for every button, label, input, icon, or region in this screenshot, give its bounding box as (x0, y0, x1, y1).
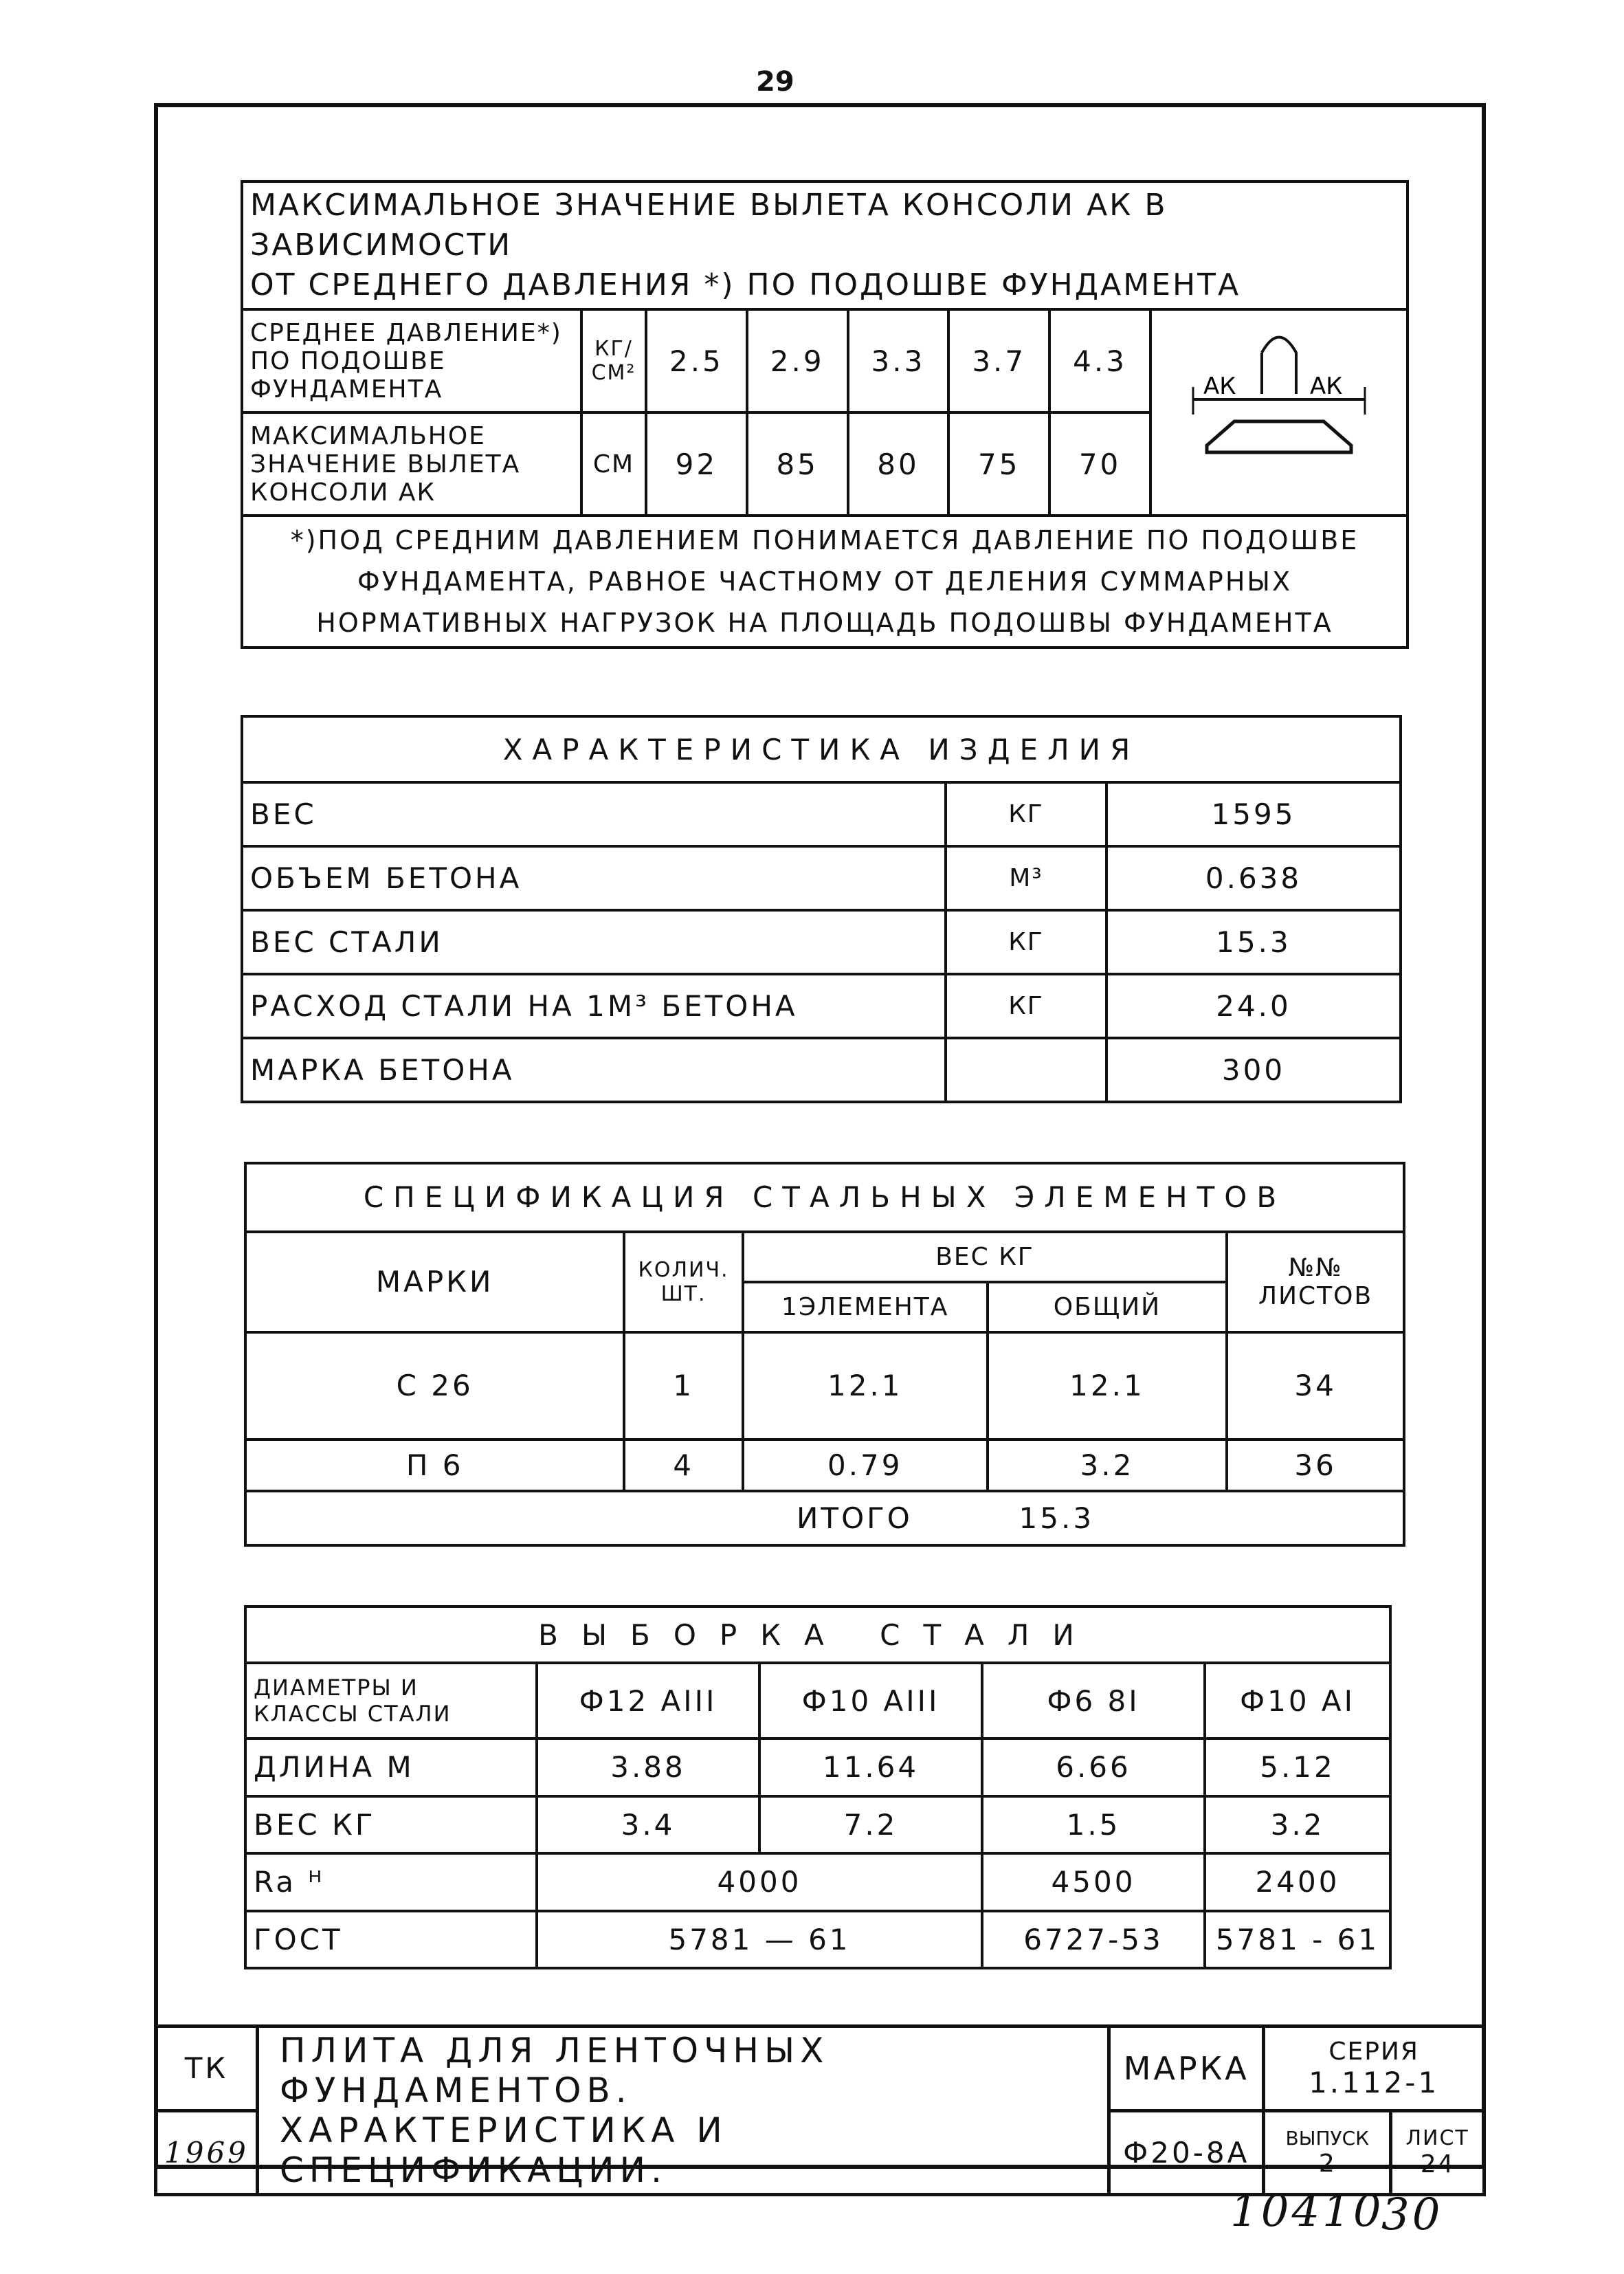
title-line2: ХАРАКТЕРИСТИКА И СПЕЦИФИКАЦИИ. (279, 2110, 728, 2190)
max-overhang-unit: СМ (581, 412, 646, 516)
product-row-unit: КГ (946, 782, 1106, 846)
spec-total-row (245, 1491, 1404, 1545)
spec-total-label: ИТОГО (797, 1501, 913, 1535)
steel-gost: 6727-53 (982, 1911, 1205, 1969)
steel-weight: 1.5 (982, 1796, 1205, 1854)
archive-page: 30 (1381, 2189, 1443, 2240)
drawing-title (257, 2027, 1109, 2195)
avg-pressure-label: СРЕДНЕЕ ДАВЛЕНИЕ*) ПО ПОДОШВЕ ФУНДАМЕНТА (242, 309, 581, 412)
steel-length-label: ДЛИНА М (245, 1738, 537, 1796)
avg-pressure-value: 4.3 (1049, 309, 1150, 412)
sheet-label: ЛИСТ (1405, 2126, 1469, 2151)
title-block (154, 2024, 1486, 2196)
spec-col-weight: ВЕС КГ (743, 1232, 1227, 1282)
console-table (241, 180, 1409, 649)
steel-diam: Ф12 АIII (537, 1663, 759, 1738)
product-row-value: 15.3 (1106, 910, 1401, 974)
steel-gost: 5781 — 61 (537, 1911, 982, 1969)
spec-row-qty: 1 (624, 1332, 742, 1439)
spec-row-qty: 4 (624, 1439, 742, 1491)
issue-value: 2 (1318, 2150, 1336, 2178)
mark-value: Ф20-8А (1109, 2110, 1264, 2195)
product-row-value: 24.0 (1106, 974, 1401, 1038)
spec-row-sheet: 34 (1227, 1332, 1404, 1439)
steel-table (244, 1605, 1392, 1969)
product-row-unit: М³ (946, 846, 1106, 910)
steel-length: 3.88 (537, 1738, 759, 1796)
sketch-label-right: АК (1310, 373, 1343, 400)
avg-pressure-unit: КГ/СМ² (581, 309, 646, 412)
steel-table-title: ВЫБОРКА СТАЛИ (245, 1607, 1390, 1663)
console-sketch (1150, 309, 1408, 516)
console-header-line1: МАКСИМАЛЬНОЕ ЗНАЧЕНИЕ ВЫЛЕТА КОНСОЛИ АК В ЗАВИСИМОСТИ (250, 188, 1168, 263)
title-line1: ПЛИТА ДЛЯ ЛЕНТОЧНЫХ ФУНДАМЕНТОВ. (279, 2031, 830, 2110)
issue-cell (1264, 2110, 1391, 2195)
archive-number: 10410 (1230, 2186, 1384, 2237)
steel-diam-label: ДИАМЕТРЫ И КЛАССЫ СТАЛИ (245, 1663, 537, 1738)
series-cell (1264, 2027, 1484, 2111)
product-row-unit (946, 1038, 1106, 1102)
product-row-name: ВЕС (242, 782, 946, 846)
max-overhang-value: 80 (848, 412, 949, 516)
steel-length: 11.64 (759, 1738, 982, 1796)
max-overhang-value: 85 (747, 412, 848, 516)
steel-diam: Ф6 8I (982, 1663, 1205, 1738)
product-row-unit: КГ (946, 974, 1106, 1038)
steel-gost-label: ГОСТ (245, 1911, 537, 1969)
max-overhang-label: МАКСИМАЛЬНОЕ ЗНАЧЕНИЕ ВЫЛЕТА КОНСОЛИ АК (242, 412, 581, 516)
steel-length: 5.12 (1205, 1738, 1390, 1796)
steel-weight: 3.2 (1205, 1796, 1390, 1854)
steel-weight-label: ВЕС КГ (245, 1796, 537, 1854)
product-table (241, 715, 1402, 1103)
spec-col-weight-total: ОБЩИЙ (988, 1282, 1227, 1332)
spec-row-one: 0.79 (743, 1439, 988, 1491)
issue-label: ВЫПУСК (1285, 2127, 1369, 2150)
steel-weight: 3.4 (537, 1796, 759, 1854)
product-row-name: РАСХОД СТАЛИ НА 1М³ БЕТОНА (242, 974, 946, 1038)
steel-ra: 2400 (1205, 1853, 1390, 1911)
steel-ra: 4000 (537, 1853, 982, 1911)
spec-row-mark: С 26 (245, 1332, 624, 1439)
console-footnote: *)ПОД СРЕДНИМ ДАВЛЕНИЕМ ПОНИМАЕТСЯ ДАВЛЕНИЕ ПО ПОДОШВЕ ФУНДАМЕНТА, РАВНОЕ ЧАСТНОМУ ОТ ДЕЛЕНИЯ СУММАРНЫХ НОРМАТИВНЫХ НАГРУЗОК НА ПЛОЩАДЬ ПОДОШВЫ ФУНДАМЕНТА (242, 516, 1408, 648)
max-overhang-value: 92 (646, 412, 747, 516)
product-row-value: 300 (1106, 1038, 1401, 1102)
series-label: СЕРИЯ (1328, 2037, 1419, 2066)
spec-row-one: 12.1 (743, 1332, 988, 1439)
sketch-label-left: АК (1203, 373, 1236, 400)
spec-row-total: 3.2 (988, 1439, 1227, 1491)
org-code: ТК (156, 2027, 258, 2111)
steel-diam: Ф10 АI (1205, 1663, 1390, 1738)
page-number: 29 (756, 66, 794, 98)
spec-col-weight-one: 1ЭЛЕМЕНТА (743, 1282, 988, 1332)
spec-row-sheet: 36 (1227, 1439, 1404, 1491)
steel-ra-label: Ra ᴴ (245, 1853, 537, 1911)
steel-gost: 5781 - 61 (1205, 1911, 1390, 1969)
product-row-value: 1595 (1106, 782, 1401, 846)
series-value: 1.112-1 (1309, 2065, 1440, 2099)
spec-row-mark: П 6 (245, 1439, 624, 1491)
year: 1969 (156, 2110, 258, 2195)
steel-length: 6.66 (982, 1738, 1205, 1796)
avg-pressure-value: 2.5 (646, 309, 747, 412)
product-row-name: ОБЪЕМ БЕТОНА (242, 846, 946, 910)
spec-row-total: 12.1 (988, 1332, 1227, 1439)
steel-ra: 4500 (982, 1853, 1205, 1911)
product-row-value: 0.638 (1106, 846, 1401, 910)
product-row-name: ВЕС СТАЛИ (242, 910, 946, 974)
foundation-sketch-icon (1152, 311, 1406, 511)
console-header-line2: ОТ СРЕДНЕГО ДАВЛЕНИЯ *) ПО ПОДОШВЕ ФУНДАМЕНТА (250, 267, 1241, 302)
sheet-value: 24 (1420, 2150, 1455, 2179)
avg-pressure-value: 3.3 (848, 309, 949, 412)
mark-label: МАРКА (1109, 2027, 1264, 2111)
max-overhang-value: 70 (1049, 412, 1150, 516)
product-table-title: ХАРАКТЕРИСТИКА ИЗДЕЛИЯ (242, 716, 1401, 782)
max-overhang-value: 75 (948, 412, 1049, 516)
console-table-header (242, 181, 1408, 309)
steel-diam: Ф10 АIII (759, 1663, 982, 1738)
avg-pressure-value: 2.9 (747, 309, 848, 412)
product-row-unit: КГ (946, 910, 1106, 974)
spec-col-marks: МАРКИ (245, 1232, 624, 1332)
avg-pressure-value: 3.7 (948, 309, 1049, 412)
sheet-cell (1391, 2110, 1484, 2195)
spec-col-qty: КОЛИЧ. ШТ. (624, 1232, 742, 1332)
product-row-name: МАРКА БЕТОНА (242, 1038, 946, 1102)
spec-table (244, 1162, 1405, 1547)
spec-col-sheets: №№ ЛИСТОВ (1227, 1232, 1404, 1332)
spec-table-title: СПЕЦИФИКАЦИЯ СТАЛЬНЫХ ЭЛЕМЕНТОВ (245, 1163, 1404, 1232)
spec-total-value: 15.3 (1019, 1501, 1095, 1535)
steel-weight: 7.2 (759, 1796, 982, 1854)
